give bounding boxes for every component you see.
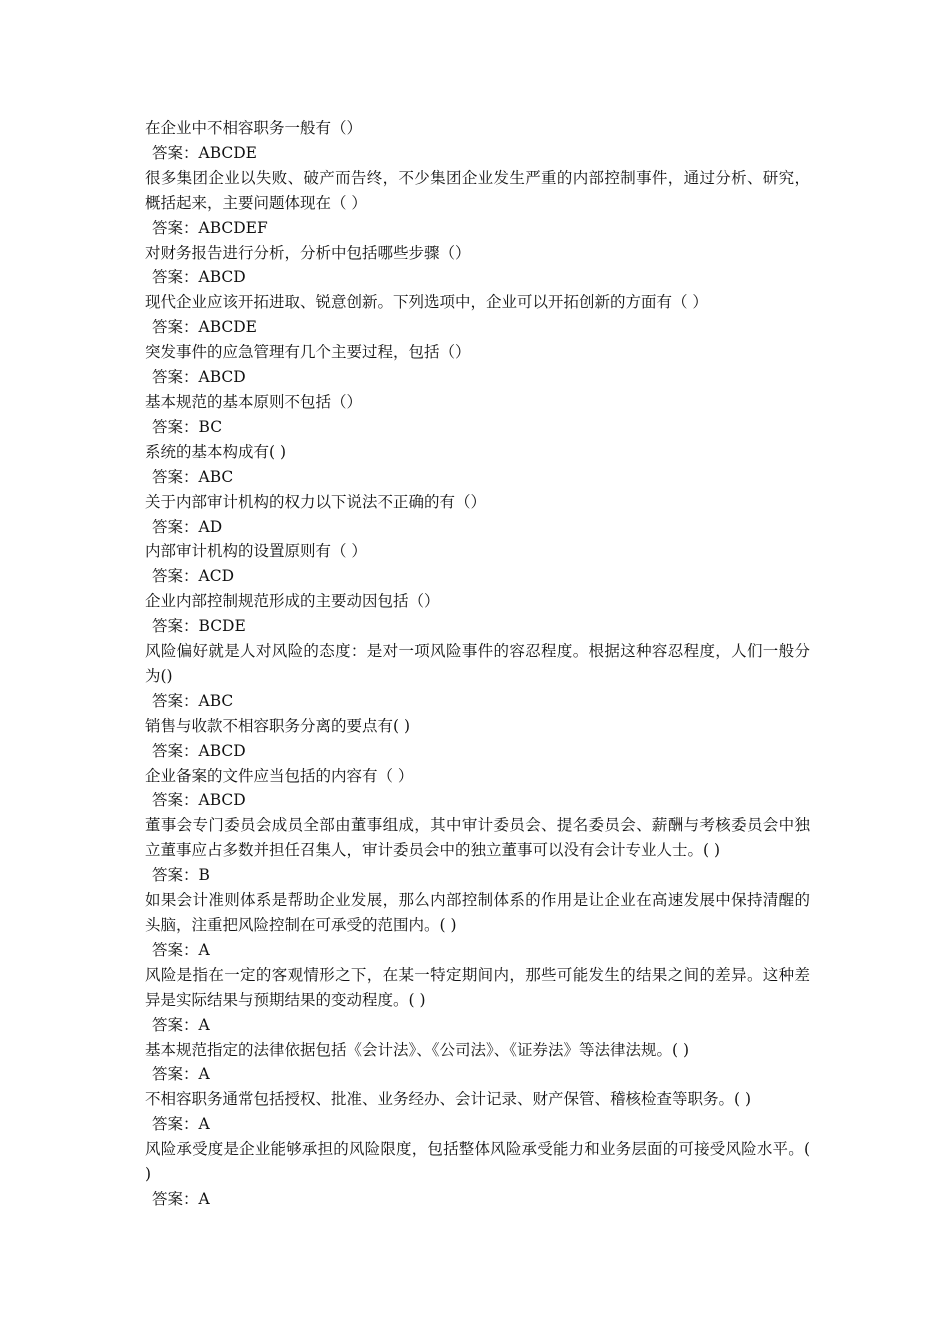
answer-line	[145, 1013, 810, 1038]
question-text: 风险偏好就是人对风险的态度：是对一项风险事件的容忍程度。根据这种容忍程度，人们一般分为()	[145, 642, 810, 685]
qa-list	[145, 116, 810, 1212]
answer-value: ABC	[198, 467, 234, 486]
qa-item	[145, 290, 810, 340]
answer-line	[145, 1062, 810, 1087]
qa-item	[145, 888, 810, 963]
question-text: 在企业中不相容职务一般有（）	[145, 119, 363, 137]
question-text: 基本规范的基本原则不包括（）	[145, 392, 363, 411]
question-text: 风险是指在一定的客观情形之下，在某一特定期间内，那些可能发生的结果之间的差异。这种差异是实际结果与预期结果的变动程度。( )	[145, 965, 810, 1009]
answer-value: ABCD	[198, 741, 246, 760]
question-text: 如果会计准则体系是帮助企业发展，那么内部控制体系的作用是让企业在高速发展中保持清醒的头脑，注重把风险控制在可承受的范围内。( )	[145, 891, 810, 934]
answer-prefix: 答案：	[152, 268, 199, 287]
answer-line	[145, 365, 810, 390]
qa-item	[145, 490, 810, 540]
question-text: 对财务报告进行分析，分析中包括哪些步骤（）	[145, 243, 471, 262]
answer-prefix: 答案：	[152, 517, 199, 536]
answer-value: A	[198, 1115, 210, 1134]
answer-value: A	[198, 940, 210, 959]
answer-value: ABCD	[198, 791, 246, 810]
answer-prefix: 答案：	[152, 368, 199, 387]
answer-line	[145, 515, 810, 540]
qa-item	[145, 1087, 810, 1137]
qa-item	[145, 440, 810, 490]
question-text: 企业内部控制规范形成的主要动因包括（）	[145, 592, 440, 611]
answer-value: ABC	[198, 691, 234, 710]
answer-line	[145, 739, 810, 764]
qa-item	[145, 1137, 810, 1212]
answer-line	[145, 1187, 810, 1212]
question-text: 风险承受度是企业能够承担的风险限度，包括整体风险承受能力和业务层面的可接受风险水平。( )	[145, 1140, 810, 1184]
answer-prefix: 答案：	[152, 417, 199, 436]
qa-item	[145, 116, 810, 166]
answer-line	[145, 689, 810, 714]
qa-item	[145, 241, 810, 291]
answer-line	[145, 315, 810, 340]
answer-line	[145, 265, 810, 290]
answer-line	[145, 1112, 810, 1137]
question-text: 企业备案的文件应当包括的内容有（ ）	[145, 766, 414, 785]
answer-prefix: 答案：	[152, 318, 199, 337]
answer-value: ABCDE	[198, 143, 257, 162]
qa-item	[145, 813, 810, 888]
answer-prefix: 答案：	[152, 143, 199, 162]
answer-value: BCDE	[198, 617, 246, 636]
answer-prefix: 答案：	[152, 1115, 199, 1134]
qa-item	[145, 340, 810, 390]
answer-line	[145, 788, 810, 813]
answer-line	[145, 564, 810, 589]
answer-line	[145, 863, 810, 888]
question-text: 销售与收款不相容职务分离的要点有( )	[145, 716, 411, 735]
answer-prefix: 答案：	[152, 1189, 199, 1208]
question-text: 现代企业应该开拓进取、锐意创新。下列选项中，企业可以开拓创新的方面有（ ）	[145, 293, 708, 312]
qa-item	[145, 1038, 810, 1088]
qa-item	[145, 539, 810, 589]
answer-prefix: 答案：	[152, 691, 199, 710]
answer-value: A	[198, 1015, 210, 1034]
answer-prefix: 答案：	[152, 791, 199, 810]
answer-value: B	[198, 866, 210, 885]
answer-value: ABCD	[198, 268, 246, 287]
answer-prefix: 答案：	[152, 467, 199, 486]
qa-item	[145, 589, 810, 639]
answer-prefix: 答案：	[152, 617, 199, 636]
answer-prefix: 答案：	[152, 940, 199, 959]
qa-item	[145, 764, 810, 814]
answer-value: ABCDEF	[198, 218, 268, 237]
qa-item	[145, 639, 810, 714]
question-text: 很多集团企业以失败、破产而告终，不少集团企业发生严重的内部控制事件，通过分析、研究，概括起来，主要问题体现在（ ）	[145, 168, 810, 212]
question-text: 内部审计机构的设置原则有（ ）	[145, 542, 367, 561]
answer-prefix: 答案：	[152, 218, 199, 237]
question-text: 董事会专门委员会成员全部由董事组成，其中审计委员会、提名委员会、薪酬与考核委员会中独立董事应占多数并担任召集人，审计委员会中的独立董事可以没有会计专业人士。( )	[145, 816, 810, 860]
question-text: 关于内部审计机构的权力以下说法不正确的有（）	[145, 492, 487, 511]
answer-value: A	[198, 1189, 210, 1208]
question-text: 突发事件的应急管理有几个主要过程，包括（）	[145, 343, 471, 362]
answer-prefix: 答案：	[152, 1015, 199, 1034]
answer-value: BC	[198, 417, 223, 436]
qa-item	[145, 714, 810, 764]
answer-line	[145, 141, 810, 166]
answer-prefix: 答案：	[152, 1065, 199, 1084]
answer-value: ABCD	[198, 368, 246, 387]
answer-prefix: 答案：	[152, 567, 199, 586]
answer-line	[145, 614, 810, 639]
answer-value: A	[198, 1065, 210, 1084]
qa-item	[145, 963, 810, 1038]
answer-line	[145, 415, 810, 440]
answer-value: ABCDE	[198, 318, 257, 337]
question-text: 不相容职务通常包括授权、批准、业务经办、会计记录、财产保管、稽核检查等职务。( )	[145, 1090, 752, 1109]
answer-value: ACD	[198, 567, 234, 586]
answer-prefix: 答案：	[152, 741, 199, 760]
answer-value: AD	[198, 517, 223, 536]
answer-line	[145, 216, 810, 241]
answer-line	[145, 938, 810, 963]
question-text: 基本规范指定的法律依据包括《会计法》、《公司法》、《证券法》等法律法规。( )	[145, 1040, 690, 1059]
answer-prefix: 答案：	[152, 866, 199, 885]
qa-item	[145, 390, 810, 440]
qa-item	[145, 166, 810, 241]
question-text: 系统的基本构成有( )	[145, 442, 287, 461]
answer-line	[145, 465, 810, 490]
